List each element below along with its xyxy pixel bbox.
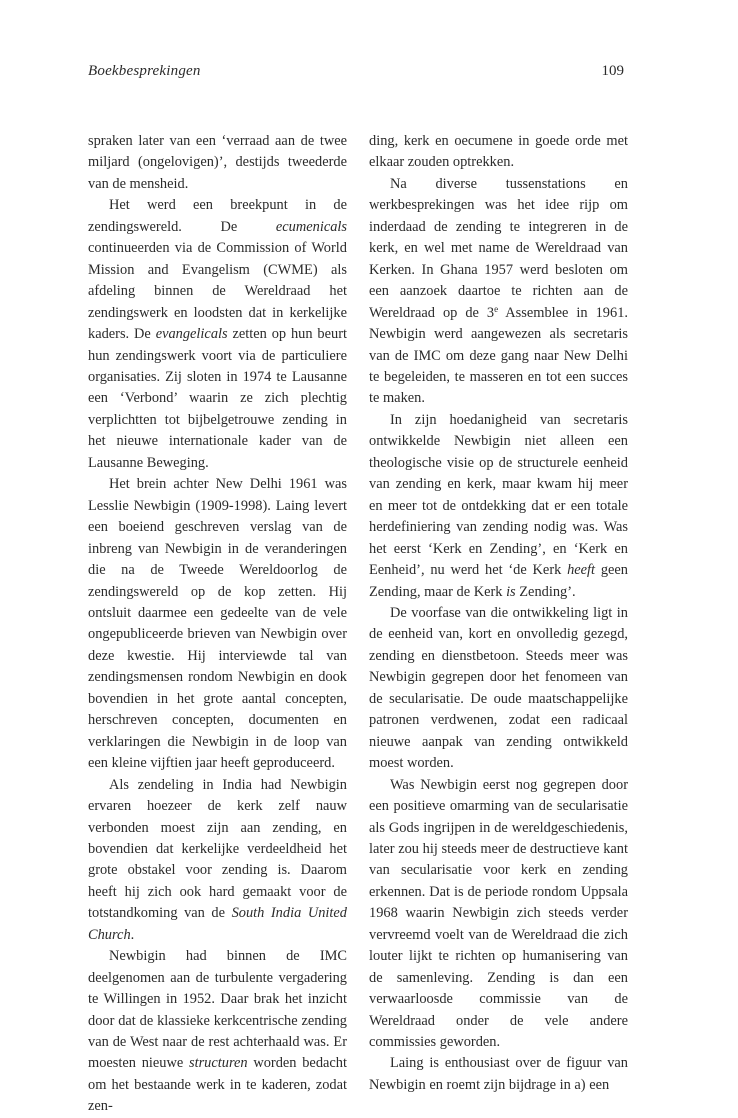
- paragraph-left-3: [88, 474, 347, 774]
- paragraph-text: Assemblee in 1961. Newbigin werd aangewezen als secretaris van de IMC om deze gang naar New Delhi te begeleiden, te masseren en tot een succes te maken.: [369, 304, 628, 407]
- paragraph-text: Het werd een breekpunt in de zendingswereld. De: [88, 197, 347, 235]
- paragraph-text: Was Newbigin eerst nog gegrepen door een positieve omarming van de secularisatie als Gods ingrijpen in de wereldgeschiedenis, later zou hij steeds meer de destructieve kant van secularisatie voor kerk en zending erkennen. Dat is de periode rondom Uppsala 1968 waarin Newbigin zich steeds verder vervreemd voelt van de Wereldraad die zich louter lijkt te richten op humanisering van de samenleving. Zending is dan een verwaarloosde commissie van de Wereldraad onder de vele andere commissies geworden.: [369, 776, 628, 1051]
- italic-term: structuren: [188, 1055, 248, 1072]
- paragraph-text: .: [130, 926, 135, 943]
- paragraph-text: spraken later van een ‘verraad aan de twee miljard (ongelovigen)’, destijds tweederde van de mensheid.: [88, 133, 347, 192]
- italic-term: ecumenicals: [275, 218, 347, 235]
- paragraph-text: Na diverse tussenstations en werkbesprekingen was het idee rijp om inderdaad de zending te integreren in de kerk, en wel met name de Wereldraad van Kerken. In Ghana 1957 werd besloten om een aanzoek daartoe te richten aan de Wereldraad op de 3: [369, 175, 628, 321]
- superscript: e: [494, 303, 499, 314]
- paragraph-right-4: [369, 603, 628, 775]
- paragraph-text: zetten op hun beurt hun zendingswerk voort via de particuliere organisaties. Zij sloten in 1974 te Lausanne een ‘Verbond’ waarin ze zich plechtig verplichtten tot bijbelgetrouwe zending in het nieuwe internationale kader van de Lausanne Beweging.: [88, 326, 347, 471]
- paragraph-text: worden bedacht om het bestaande werk in te kaderen, zodat zen-: [88, 1055, 347, 1115]
- paragraph-text: Als zendeling in India had Newbigin ervaren hoezeer de kerk zelf nauw verbonden moest zijn aan zending, en bovendien dat kerkelijke verdeeldheid het grote obstakel voor zending is. Daarom heeft hij zich ook hard gemaakt voor de totstandkoming van de: [88, 776, 347, 922]
- paragraph-right-5: [369, 775, 628, 1054]
- paragraph-text: In zijn hoedanigheid van secretaris ontwikkelde Newbigin niet alleen een theologische visie op de structurele eenheid van zending en kerk, maar kwam hij meer en meer tot de ontdekking dat er een totale herdefiniering van zending nodig was. Was het eerst ‘Kerk en Zending’, en ‘Kerk en Eenheid’, nu werd het ‘de Kerk: [369, 411, 628, 579]
- page-number: 109: [601, 63, 624, 79]
- paragraph-text: Laing is enthousiast over de figuur van Newbigin en roemt zijn bijdrage in a) een: [369, 1055, 628, 1093]
- paragraph-text: Newbigin had binnen de IMC deelgenomen aan de turbulente vergadering te Willingen in 1952. Daar brak het inzicht door dat de klassieke kerkcentrische zending van de West naar de rest achterhaald was. Er moesten nieuwe: [88, 948, 347, 1072]
- italic-term: South India United Church: [88, 905, 347, 943]
- paragraph-right-2: [369, 174, 628, 410]
- running-title: Boekbesprekingen: [88, 63, 201, 79]
- left-column: [88, 131, 347, 1118]
- paragraph-text: geen Zending, maar de Kerk: [369, 562, 628, 600]
- paragraph-left-2: [88, 195, 347, 474]
- paragraph-right-3: [369, 410, 628, 603]
- right-column: [369, 131, 628, 1096]
- italic-term: heeft: [567, 562, 596, 579]
- paragraph-text: Zending’.: [515, 583, 576, 600]
- paragraph-right-1: [369, 131, 628, 174]
- italic-term: is: [506, 583, 516, 600]
- paragraph-left-5: [88, 946, 347, 1118]
- paragraph-left-1: [88, 131, 347, 195]
- paragraph-right-6: [369, 1053, 628, 1096]
- paragraph-text: continueerden via de Commission of World Mission and Evangelism (CWME) als afdeling binnen de Wereldraad het zendingswerk en loodsten dat in kerkelijke kaders. De: [88, 240, 347, 343]
- italic-term: evangelicals: [155, 326, 228, 343]
- paragraph-text: ding, kerk en oecumene in goede orde met elkaar zouden optrekken.: [369, 133, 628, 171]
- paragraph-text: De voorfase van die ontwikkeling ligt in de eenheid van, kort en onvolledig gezegd, zending en dienstbetoon. Steeds meer was Newbigin gegrepen door het fenomeen van de secularisatie. De oude maatschappelijke patronen verdwenen, zodat een radicaal nieuwe aanpak van zending ontwikkeld moest worden.: [369, 604, 628, 772]
- paragraph-text: Het brein achter New Delhi 1961 was Lesslie Newbigin (1909-1998). Laing levert een boeiend geschreven verslag van de inbreng van Newbigin in de veranderingen die na de Tweede Wereldoorlog de zendingswereld op de kop zetten. Hij ontsluit daarmee een gedeelte van de vele ongepubliceerde brieven van Newbigin over deze kwestie. Hij interviewde tal van zendingsmensen rondom Newbigin en dook bovendien in het grote aantal concepten, herschreven concepten, documenten en verklaringen die Newbigin in de loop van een kleine vijftien jaar heeft geproduceerd.: [88, 476, 347, 772]
- paragraph-left-4: [88, 775, 347, 947]
